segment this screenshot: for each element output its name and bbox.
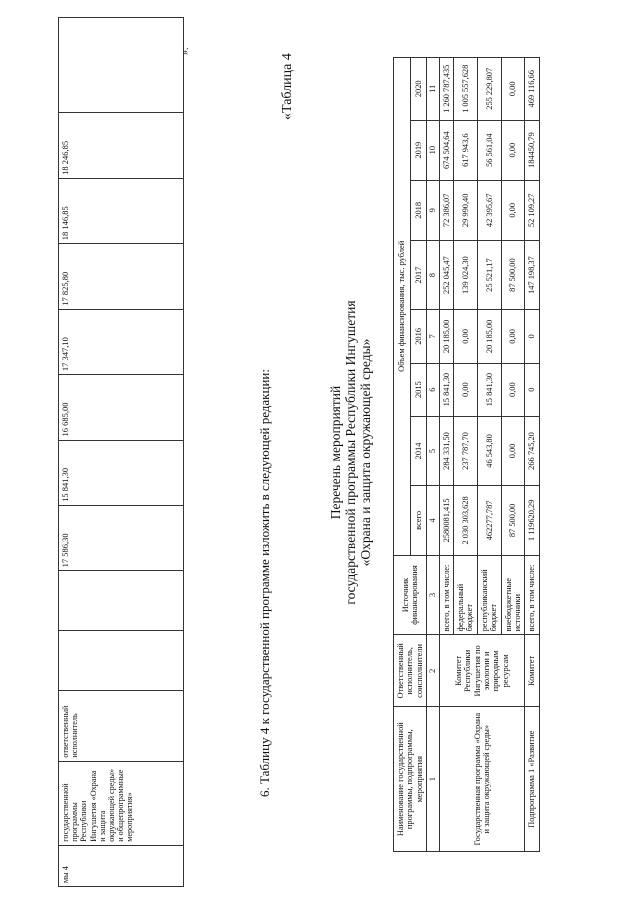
fragment-value: 17 825,80 <box>59 244 184 309</box>
cell-value: 87 500,00 <box>501 486 525 555</box>
cell-value: 25 521,17 <box>477 240 501 309</box>
cell-value: 1 005 557,628 <box>454 58 478 121</box>
fragment-empty-cell <box>59 18 184 113</box>
cell-value: 72 386,07 <box>439 180 453 240</box>
fragment-value: 16 685,00 <box>59 375 184 440</box>
cell-value: 266 745,20 <box>525 416 539 485</box>
cell-value: 674 504,64 <box>439 120 453 180</box>
cell-value: 2580081,415 <box>439 486 453 555</box>
cell-value: 0,00 <box>454 310 478 363</box>
header-executor: Ответственный исполнитель, соисполнители <box>394 635 427 707</box>
fragment-value: 17 347,10 <box>59 309 184 374</box>
funding-source: федеральный бюджет <box>454 555 478 635</box>
cell-value: 15 841,30 <box>477 363 501 416</box>
cell-value: 237 787,70 <box>454 416 478 485</box>
cell-value: 52 109,27 <box>525 180 539 240</box>
subprogram-executor: Комитет <box>525 635 539 707</box>
header-year: 2020 <box>410 58 427 121</box>
cell-value: 184450,79 <box>525 120 539 180</box>
table-header-row <box>394 58 411 852</box>
cell-value: 0,00 <box>454 363 478 416</box>
cell-value: 1 119620,29 <box>525 486 539 555</box>
column-index-row <box>427 58 439 852</box>
subprogram-name: Подпрограмма 1 «Развитие <box>525 707 539 852</box>
cell-value: 2 030 303,628 <box>454 486 478 555</box>
table-row <box>525 58 539 852</box>
cell-value: 147 198,37 <box>525 240 539 309</box>
column-index: 7 <box>427 310 439 363</box>
cell-value: 469 116,66 <box>525 58 539 121</box>
funding-source: всего, в том числе: <box>525 555 539 635</box>
fragment-value: 18 246,85 <box>59 113 184 178</box>
column-index: 8 <box>427 240 439 309</box>
column-index: 3 <box>427 555 439 635</box>
header-source: Источник финансирования <box>394 555 427 635</box>
cell-value: 284 331,50 <box>439 416 453 485</box>
measures-table <box>393 57 540 852</box>
cell-value: 0,00 <box>501 363 525 416</box>
cell-value: 1 260 787,435 <box>439 58 453 121</box>
funding-source: республиканский бюджет <box>477 555 501 635</box>
header-year: 2017 <box>410 240 427 309</box>
header-volume: Объем финансирования, тыс. рублей <box>394 58 411 556</box>
cell-value: 0,00 <box>501 58 525 121</box>
header-year: 2018 <box>410 180 427 240</box>
table-row <box>59 18 184 887</box>
fragment-program-text: государственной программы Республики Ингушетия «Охрана и защита окружающей среды» и общепрограммные мероприятия» <box>59 761 184 845</box>
header-year: 2015 <box>410 363 427 416</box>
fragment-col-label: мы 4 <box>59 845 184 886</box>
column-index: 6 <box>427 363 439 416</box>
program-name: Государственная программа «Охрана и защита окружающей среды» <box>439 707 525 852</box>
cell-value: 0,00 <box>501 180 525 240</box>
column-index: 2 <box>427 635 439 707</box>
column-index: 4 <box>427 486 439 555</box>
page-subtitle: государственной программы Республики Ингушетия <box>343 300 358 605</box>
cell-value: 0 <box>525 310 539 363</box>
cell-value: 42 395,67 <box>477 180 501 240</box>
previous-table-fragment <box>58 17 184 887</box>
cell-value: 255 229,807 <box>477 58 501 121</box>
cell-value: 0,00 <box>501 416 525 485</box>
cell-value: 87 500,00 <box>501 240 525 309</box>
program-executor: Комитет Республики Ингушетия по экологии и природным ресурсам <box>439 635 525 707</box>
cell-value: 20 185,00 <box>439 310 453 363</box>
column-index: 11 <box>427 58 439 121</box>
header-total: всего <box>410 486 427 555</box>
cell-value: 252 045,47 <box>439 240 453 309</box>
table-row <box>439 58 453 852</box>
header-year: 2014 <box>410 416 427 485</box>
column-index: 5 <box>427 416 439 485</box>
column-index: 1 <box>427 707 439 852</box>
program-title: «Охрана и защита окружающей среды» <box>358 338 373 567</box>
cell-value: 46 543,80 <box>477 416 501 485</box>
cell-value: 617 943,6 <box>454 120 478 180</box>
cell-value: 462277,787 <box>477 486 501 555</box>
column-index: 10 <box>427 120 439 180</box>
cell-value: 20 185,00 <box>477 310 501 363</box>
closing-quote-mark: ». <box>180 47 191 55</box>
funding-source: внебюджетные источники <box>501 555 525 635</box>
amendment-instruction: 6. Таблицу 4 к государственной программе изложить в следующей редакции: <box>257 369 272 797</box>
cell-value: 0,00 <box>501 120 525 180</box>
fragment-empty-cell <box>59 571 184 631</box>
header-year: 2016 <box>410 310 427 363</box>
header-name: Наименование государственной программы, подпрограммы, мероприятия <box>394 707 427 852</box>
cell-value: 29 990,40 <box>454 180 478 240</box>
fragment-empty-cell <box>59 631 184 691</box>
cell-value: 139 024,30 <box>454 240 478 309</box>
table-label: «Таблица 4 <box>280 53 295 120</box>
fragment-value: 15 841,30 <box>59 440 184 505</box>
fragment-value: 17 586,30 <box>59 505 184 570</box>
header-year: 2019 <box>410 120 427 180</box>
fragment-executor-text: ответственный исполнитель <box>59 691 184 761</box>
cell-value: 56 561,04 <box>477 120 501 180</box>
fragment-value: 18 146,85 <box>59 178 184 243</box>
column-index: 9 <box>427 180 439 240</box>
page-title: Перечень мероприятий <box>328 385 343 520</box>
cell-value: 0,00 <box>501 310 525 363</box>
cell-value: 0 <box>525 363 539 416</box>
funding-source: всего, в том числе: <box>439 555 453 635</box>
cell-value: 15 841,30 <box>439 363 453 416</box>
